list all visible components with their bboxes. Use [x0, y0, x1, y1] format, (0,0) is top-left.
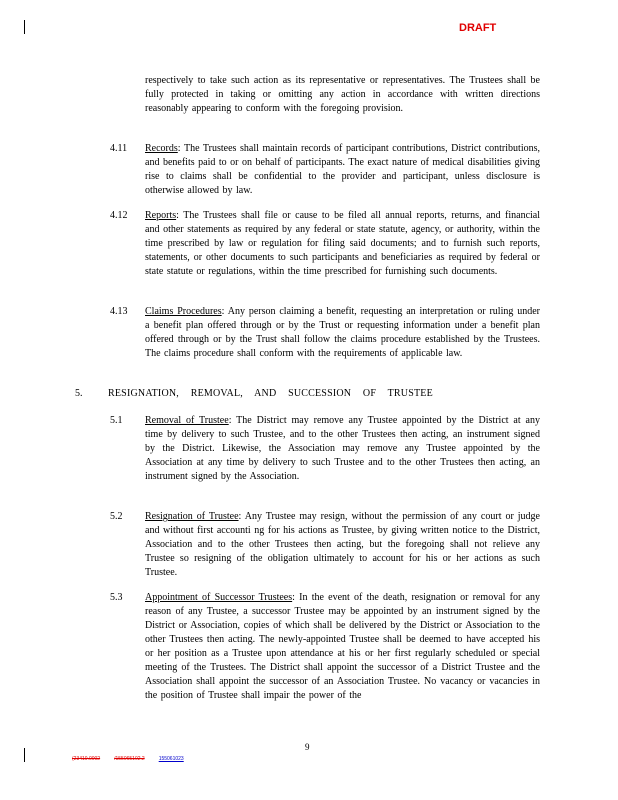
section-number-5-1: 5.1: [110, 415, 123, 426]
section-number-4-13: 4.13: [110, 306, 128, 317]
section-heading-appointment: Appointment of Successor Trustees: [145, 592, 293, 603]
section-text-claims: : Any person claiming a benefit, requesting an interpretation or ruling under a benefit plan offered through or by the Trust or requesting information under a benefit plan offered through or by the Trust shall follow the claims procedure established by the Trustees. The claims procedure shall conform with the requirements of applicable law.: [145, 306, 540, 359]
section-5-2: [145, 510, 540, 580]
continuation-paragraph: respectively to take such action as its representative or representatives. The Trustees shall be fully protected in taking or omitting any action in accordance with written directions reasonably appearing to conform with the foregoing provision.: [145, 75, 540, 114]
doc-id-deleted-2: /155065102.2: [114, 756, 145, 762]
change-bar-top: [24, 20, 25, 34]
draft-label: DRAFT: [459, 22, 497, 34]
section-heading-reports: Reports: [145, 210, 177, 221]
section-heading-claims: Claims Procedures: [145, 306, 222, 317]
section-number-5-3: 5.3: [110, 592, 123, 603]
section-number-4-11: 4.11: [110, 143, 128, 154]
section-5-title: RESIGNATION, REMOVAL, AND SUCCESSION OF TRUSTEE: [108, 388, 433, 399]
doc-id-deleted-1: (23410.0002: [72, 756, 101, 762]
section-4-12: [145, 209, 540, 279]
section-4-11: [145, 142, 540, 198]
section-4-13: [145, 305, 540, 361]
section-heading-records: Records: [145, 143, 178, 154]
section-text-removal: : The District may remove any Trustee appointed by the District at any time by delivery to such Trustee, and to the other Trustees then acting, an instrument signed by the District. Likewise, the Association may remove any Trustee appointed by the Association at any time by delivery to such Trustee and to the other Trustees then acting, an instrument signed by the Association.: [145, 415, 540, 482]
page-number: 9: [305, 742, 310, 752]
section-5-1: [145, 414, 540, 484]
section-heading-removal: Removal of Trustee: [145, 415, 229, 426]
section-text-reports: : The Trustees shall file or cause to be filed all annual reports, returns, and financial and other statements as required by any federal or state statute, agency, or authority, within the time prescribed by law or regulation for filing said documents; and to furnish such reports, statements, or other documents to such participants and beneficiaries as required by federal or state statute or regulations, within the time prescribed for furnishing such documents.: [145, 210, 540, 277]
section-number-4-12: 4.12: [110, 210, 128, 221]
section-5-3: [145, 591, 540, 703]
section-text-records: : The Trustees shall maintain records of participant contributions, District contributions, and benefits paid to or on behalf of participants. The exact nature of medical disabilities giving rise to claims shall be confidential to the provider and participant, unless disclosure is otherwise allowed by law.: [145, 143, 540, 196]
section-number-5: 5.: [75, 388, 83, 399]
section-heading-resignation: Resignation of Trustee: [145, 511, 239, 522]
section-text-resignation: : Any Trustee may resign, without the permission of any court or judge and without first accounti ng for his actions as Trustee, by giving written notice to the District, Association and to the other Trustees then acting, but the foregoing shall not relieve any Trustee so resigning of the obligation ultimately to account for his or her actions as such Trustee.: [145, 511, 540, 578]
change-bar-bottom: [24, 748, 25, 762]
section-number-5-2: 5.2: [110, 511, 123, 522]
doc-id-inserted: 155061023: [158, 756, 184, 762]
document-id-footer: [72, 756, 198, 762]
section-text-appointment: : In the event of the death, resignation or removal for any reason of any Trustee, a successor Trustee may be appointed by an instrument signed by the District or Association, copies of which shall be delivered by the District or Association to the other Trustees then acting. The newly-appointed Trustee shall be deemed to have accepted his or her position as a Trustee upon attendance at his or her first regularly scheduled or special meeting of the Trustees. The District shall appoint the successor of a District Trustee and the Association shall appoint the successor of an Association Trustee. No vacancy or vacancies in the position of Trustee shall impair the power of the: [145, 592, 540, 701]
